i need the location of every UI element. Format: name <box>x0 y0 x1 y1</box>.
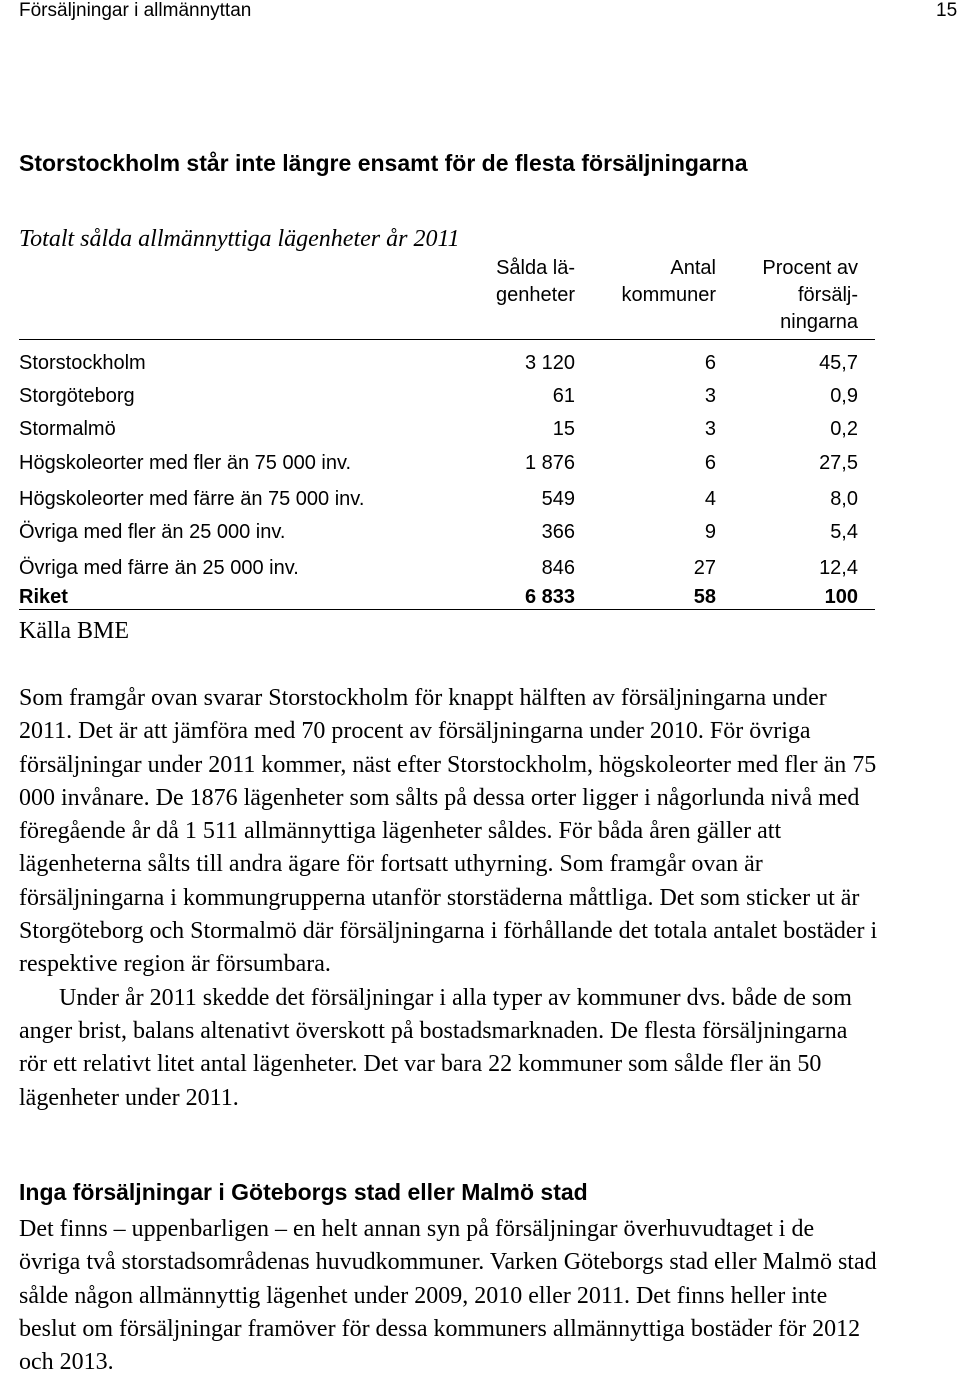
column-header-sold: Sålda lä- genheter <box>496 257 575 306</box>
table-row: Övriga med fler än 25 000 inv. 366 9 5,4 <box>19 521 858 543</box>
section-heading-storstockholm: Storstockholm står inte längre ensamt för de flesta försäljningarna <box>19 150 748 176</box>
paragraph: Som framgår ovan svarar Storstockholm för knappt hälften av försäljningarna under 2011. Det är att jämföra med 70 procent av försäljningarna under 2010. För övriga försäljningar under 2011 kommer, näst efter Storstockholm, högskoleorter med fler än 75 000 invånare. De 1876 lägenheter som sålts på dessa orter ligger i någorlunda nivå med föregående år då 1 511 allmännyttiga lägenheter såldes. För båda åren gäller att lägenheterna sålts till andra ägare för fortsatt uthyrning. Som framgår ovan är försäljningarna i kommungrupperna utanför storstäderna måttliga. Det som sticker ut är Storgöteborg och Stormalmö där försäljningarna i förhållande det totala antalet bostäder i respektive region är försumbara. <box>19 685 878 978</box>
body-section-1 <box>19 682 881 1115</box>
paragraph: Det finns – uppenbarligen – en helt annan syn på försäljningar överhuvudtaget i de övriga två storstadsområdenas huvudkommuner. Varken Göteborgs stad eller Malmö stad sålde någon allmännyttig lägenhet under 2009, 2010 eller 2011. Det finns heller inte beslut om försäljningar framöver för dessa kommuners allmännyttiga bostäder för 2012 och 2013. <box>19 1216 877 1376</box>
body-section-2 <box>19 1213 881 1379</box>
table-top-rule <box>19 339 875 340</box>
table-row: Övriga med färre än 25 000 inv. 846 27 12,4 <box>19 557 858 579</box>
table-row: Storstockholm 3 120 6 45,7 <box>19 352 858 374</box>
running-title: Försäljningar i allmännyttan <box>19 0 252 21</box>
paragraph: Under år 2011 skedde det försäljningar i alla typer av kommuner dvs. både de som anger brist, balans altenativt överskott på bostadsmarknaden. De flesta försäljningarna rör ett relativt litet antal lägenheter. Det var bara 22 kommuner som sålde fler än 50 lägenheter under 2011. <box>19 984 852 1111</box>
table-caption: Totalt sålda allmännyttiga lägenheter år 2011 <box>19 226 460 252</box>
table-bottom-rule <box>19 609 875 610</box>
table-row: Högskoleorter med fler än 75 000 inv. 1 876 6 27,5 <box>19 452 858 474</box>
column-header-percent: Procent av försälj- ningarna <box>762 257 858 333</box>
page-number: 15 <box>936 0 958 21</box>
table-total-row: Riket 6 833 58 100 <box>19 586 858 608</box>
running-header <box>19 0 960 22</box>
table-row: Högskoleorter med färre än 75 000 inv. 549 4 8,0 <box>19 488 858 510</box>
table-source: Källa BME <box>19 618 129 644</box>
section-heading-goteborg-malmo: Inga försäljningar i Göteborgs stad eller Malmö stad <box>19 1179 588 1205</box>
column-header-municipalities: Antal kommuner <box>621 257 716 306</box>
table-row: Stormalmö 15 3 0,2 <box>19 418 858 440</box>
table-row: Storgöteborg 61 3 0,9 <box>19 385 858 407</box>
